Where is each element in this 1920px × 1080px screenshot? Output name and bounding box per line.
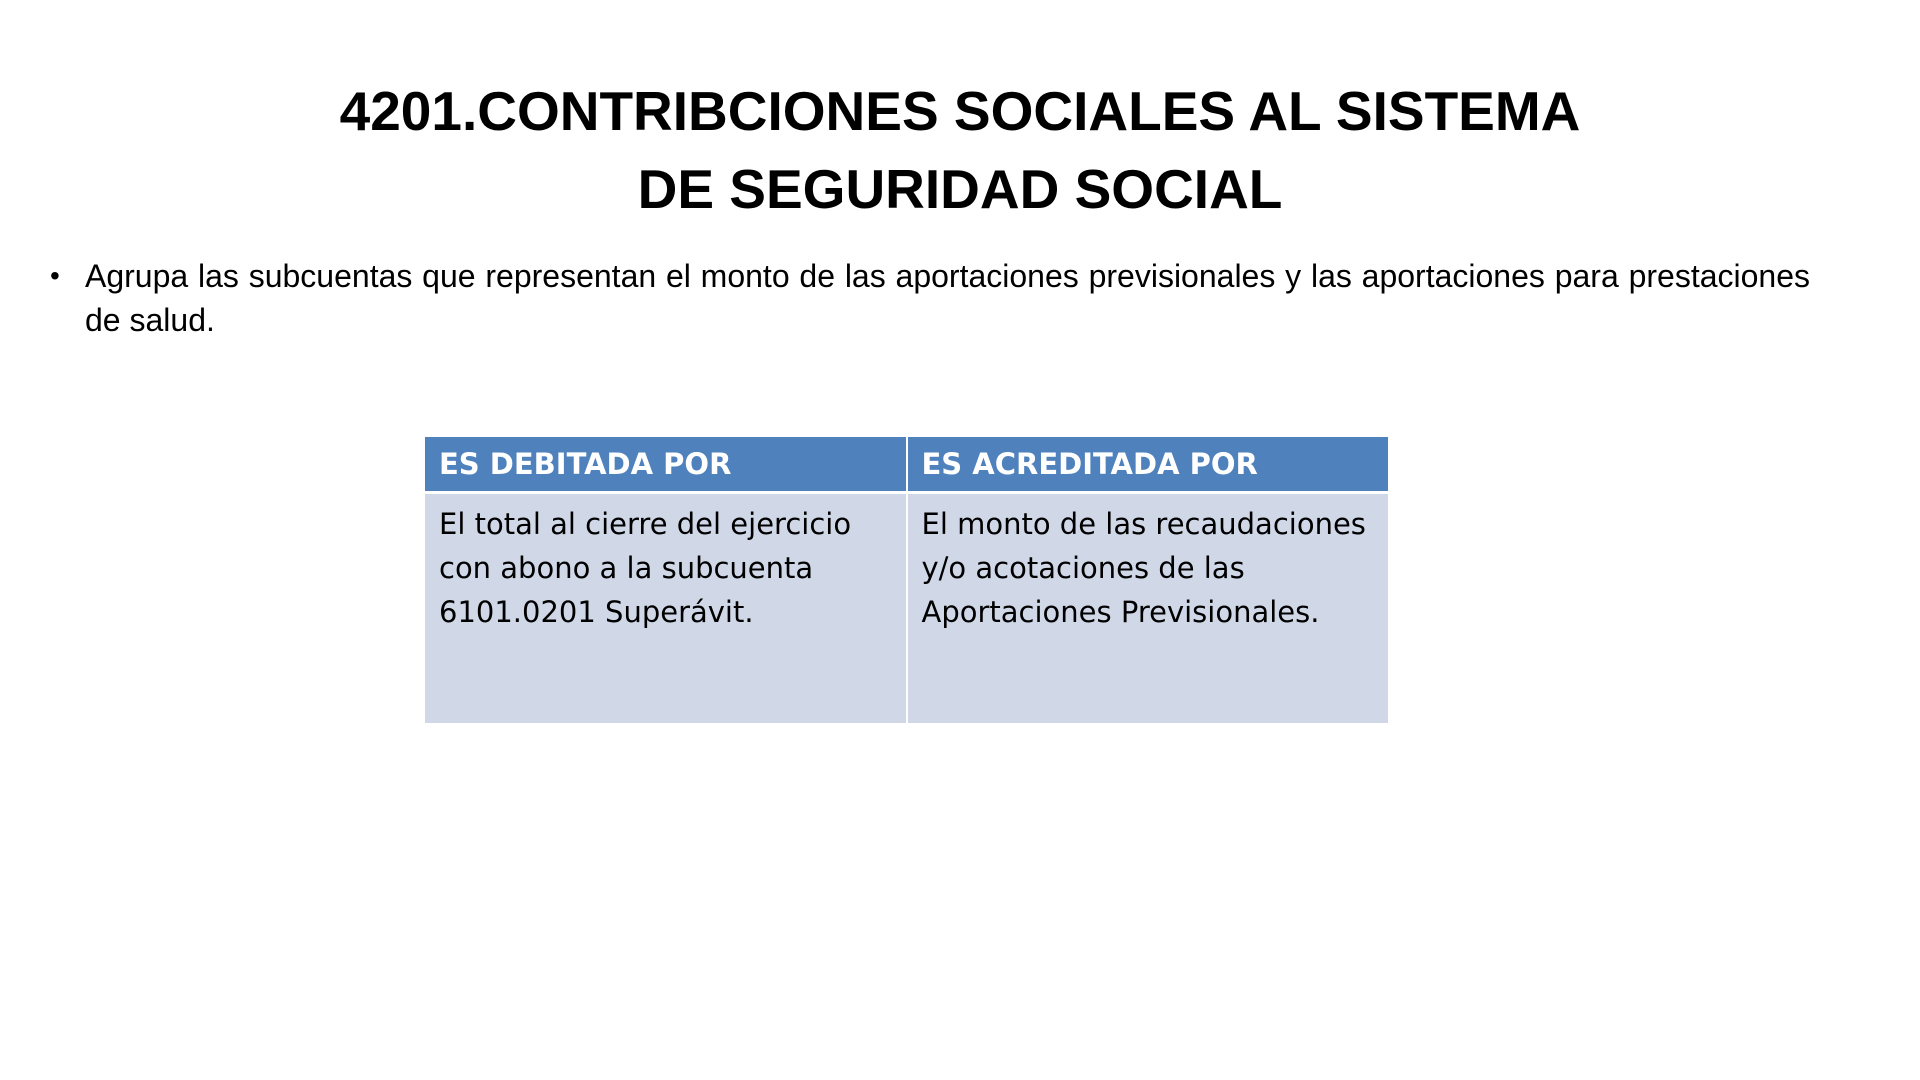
bullet-icon: • xyxy=(50,260,60,291)
bullet-item xyxy=(50,254,1810,342)
slide-title-line-2: DE SEGURIDAD SOCIAL xyxy=(637,158,1283,220)
bullet-list xyxy=(50,254,1810,342)
table-header-row xyxy=(424,436,1389,492)
slide-title-line-1: 4201.CONTRIBCIONES SOCIALES AL SISTEMA xyxy=(339,80,1581,142)
table-row xyxy=(424,492,1389,724)
header-credit: ES ACREDITADA POR xyxy=(907,436,1390,492)
bullet-text: Agrupa las subcuentas que representan el monto de las aportaciones previsionales y las aportaciones para prestaciones de salud. xyxy=(85,258,1810,338)
slide-title xyxy=(0,72,1920,228)
accounting-table xyxy=(423,435,1390,725)
cell-credit: El monto de las recaudaciones y/o acotaciones de las Aportaciones Previsionales. xyxy=(907,492,1390,724)
header-debit: ES DEBITADA POR xyxy=(424,436,907,492)
cell-debit: El total al cierre del ejercicio con abono a la subcuenta 6101.0201 Superávit. xyxy=(424,492,907,724)
